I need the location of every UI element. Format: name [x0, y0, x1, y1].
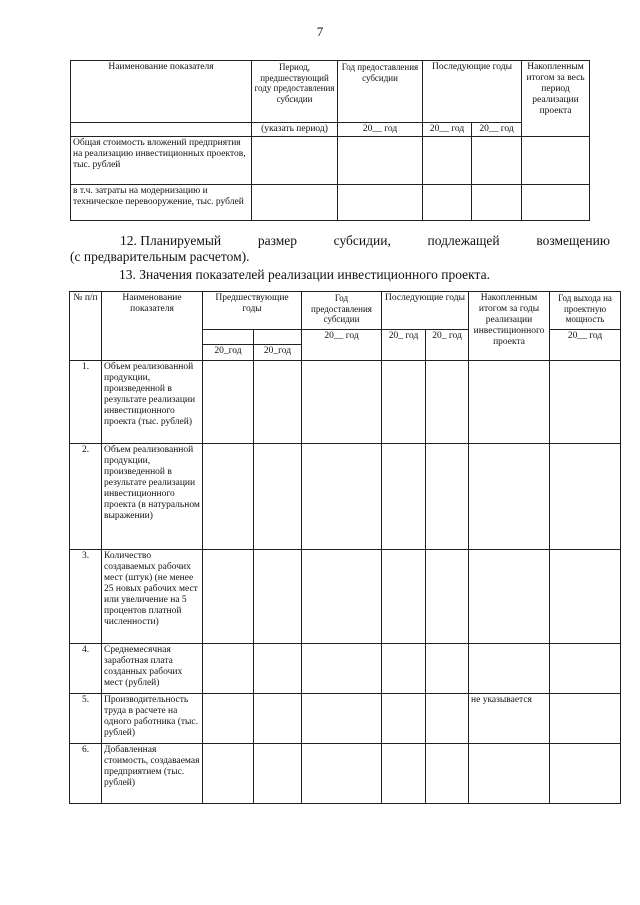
- subheader-next2: 20_ год: [426, 330, 469, 361]
- table-row: 2. Объем реализованной продукции, произведенной в результате реализации инвестиционного проекта (в натуральном выражении): [70, 444, 621, 550]
- indicators-table: [69, 291, 621, 804]
- table-row: [71, 137, 590, 185]
- subheader-year: 20__ год: [338, 123, 423, 137]
- header-year: Год предоставления субсидии: [338, 61, 423, 123]
- subheader-year: 20__ год: [302, 330, 382, 361]
- subheader-next1: 20__ год: [423, 123, 472, 137]
- section-12-line2: (с предварительным расчетом).: [70, 249, 250, 264]
- row-label: Количество создаваемых рабочих мест (штук) (не менее 25 новых рабочих мест или увеличение на 5 процентов платной численности): [102, 550, 203, 644]
- header-next-years: Последующие годы: [382, 292, 469, 330]
- investment-cost-table: [70, 60, 590, 221]
- page-number: 7: [316, 24, 324, 39]
- row-label: Общая стоимость вложений предприятия на реализацию инвестиционных проектов, тыс. рублей: [71, 137, 252, 185]
- table-row: 1. Объем реализованной продукции, произведенной в результате реализации инвестиционного проекта (тыс. рублей): [70, 361, 621, 444]
- subheader-next2: 20__ год: [472, 123, 522, 137]
- header-prev-years: Предшествующие годы: [203, 292, 302, 330]
- section-12: 12. Планируемый размер субсидии, подлежащей возмещению (с предварительным расчетом).: [70, 233, 610, 264]
- header-total: Накопленным итогом за годы реализации инвестиционного проекта: [469, 292, 550, 361]
- row-label: Объем реализованной продукции, произведенной в результате реализации инвестиционного проекта (в натуральном выражении): [102, 444, 203, 550]
- table-row: 5. Производительность труда в расчете на одного работника (тыс. рублей) не указывается: [70, 694, 621, 744]
- table-row: 3. Количество создаваемых рабочих мест (штук) (не менее 25 новых рабочих мест или увеличение на 5 процентов платной численности): [70, 550, 621, 644]
- header-next-years: Последующие годы: [423, 61, 522, 123]
- row-label: Производительность труда в расчете на одного работника (тыс. рублей): [102, 694, 203, 744]
- row-label: Объем реализованной продукции, произведенной в результате реализации инвестиционного проекта (тыс. рублей): [102, 361, 203, 444]
- table-row: 6. Добавленная стоимость, создаваемая предприятием (тыс. рублей): [70, 744, 621, 804]
- header-year: Год предоставления субсидии: [302, 292, 382, 330]
- row-label: Среднемесячная заработная плата созданных рабочих мест (рублей): [102, 644, 203, 694]
- not-specified-note: не указывается: [469, 694, 550, 744]
- subheader-next1: 20_ год: [382, 330, 426, 361]
- row-label: Добавленная стоимость, создаваемая предприятием (тыс. рублей): [102, 744, 203, 804]
- table-row: 4. Среднемесячная заработная плата созданных рабочих мест (рублей): [70, 644, 621, 694]
- header-total: Накопленным итогом за весь период реализации проекта: [522, 61, 590, 137]
- header-num: № п/п: [70, 292, 102, 361]
- section-13: 13. Значения показателей реализации инвестиционного проекта.: [119, 267, 490, 282]
- subheader-period: (указать период): [252, 123, 338, 137]
- subheader-output: 20__ год: [550, 330, 621, 361]
- row-label: в т.ч. затраты на модернизацию и техническое перевооружение, тыс. рублей: [71, 185, 252, 221]
- table-row: [71, 185, 590, 221]
- subheader-prev1: 20_год: [203, 345, 254, 361]
- header-name: Наименование показателя: [71, 61, 252, 123]
- subheader-prev2: 20_год: [254, 345, 302, 361]
- header-name: Наименование показателя: [102, 292, 203, 361]
- header-output: Год выхода на проектную мощность: [550, 292, 621, 330]
- subheader-empty: [71, 123, 252, 137]
- header-period: Период, предшествующий году предоставления субсидии: [252, 61, 338, 123]
